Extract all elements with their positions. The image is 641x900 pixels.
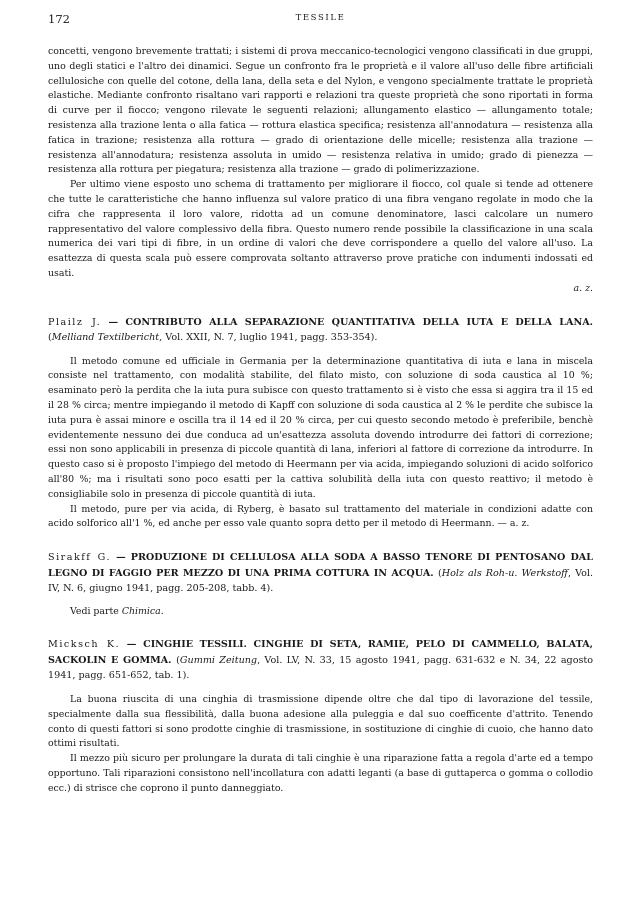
entry-details: , Vol. XXII, N. 7, luglio 1941, pagg. 353-354). — [159, 332, 378, 344]
entry-paragraph: La buona riuscita di una cinghia di trasmissione dipende oltre che dal tipo di lavorazione del tessile, specialmente dalla sua flessibilità, dalla buona adesione alla puleggia e dal suo coefficente d'attrito. Tenendo conto di questi fattori si sono prodotte cinghie di trasmissione, in sostituzione di cinghie di cuoio, che hanno dato ottimi risultati. — [48, 693, 593, 750]
entry-abstract — [48, 355, 593, 533]
entry-journal: Gummi Zeitung — [179, 654, 258, 666]
entry-citation: (Holz als Roh-u. Werkstoff, Vol. IV, N. 6, giugno 1941, pagg. 205-208, tabb. 4). — [48, 567, 594, 595]
entry-paragraph: Il metodo, pure per via acida, di Ryberg, è basato sul trattamento del materiale in condizioni adatte con acido solforico all'1 %, ed anche per esso vale quanto sopra detto per il metodo di Heermann. — a. z. — [48, 503, 593, 530]
entry-journal: Melliand Textilbericht — [51, 332, 160, 344]
bibliography-entry — [48, 315, 593, 533]
page-number: 172 — [48, 12, 70, 26]
running-head: TESSILE — [295, 13, 346, 23]
page-header — [48, 12, 593, 28]
entry-title: CONTRIBUTO ALLA SEPARAZIONE QUANTITATIVA DELLA IUTA E DELLA LANA. — [125, 316, 593, 328]
entry-title: CINGHIE TESSILI. CINGHIE DI SETA, RAMIE, PELO DI CAMMELLO, BALATA, SACKOLIN E GOMMA. — [48, 639, 593, 666]
entry-paragraph: Il mezzo più sicuro per prolungare la durata di tali cinghie è una riparazione fatta a regola d'arte ed a tempo opportuno. Tali riparazioni consistono nell'incollatura con adatti leganti (a base di guttaperca o gomma o collodio ecc.) di strisce che coprono il punto danneggiato. — [48, 753, 593, 794]
entry-dash: — — [101, 316, 126, 328]
entry-dash: — — [120, 639, 144, 651]
entry-author: Plailz J. — [48, 316, 102, 328]
entry-heading — [48, 550, 593, 597]
entry-dash: — — [111, 552, 131, 564]
abstract-paragraph: concetti, vengono brevemente trattati; i sistemi di prova meccanico-tecnologici vengono classificati in due gruppi, uno degli statici e l'altro dei dinamici. Segue un confronto fra le proprietà e il valore all'uso delle fibre artificiali cellulosiche con quelle del cotone, della lana, della seta e del Nylon, e vengono specialmente trattate le proprietà elastiche. Mediante confronto risaltano vari rapporti e relazioni tra queste proprietà che sono riportati in forma di curve per il fiocco; vengono rilevate le seguenti relazioni; allungamento elastico — allungamento totale; resistenza alla trazione lenta o alla fatica — rottura elastica specifica; resistenza all'annodatura — resistenza alla fatica in trazione; resistenza alla rottura — grado di orientazione delle micelle; resistenza alla trazione — resistenza all'annodatura; resistenza assoluta in umido — resistenza relativa in umido; grado di pienezza — resistenza alla rottura per piegatura; resistenza alla trazione — grado di polimerizzazione. — [48, 46, 593, 176]
entry-heading — [48, 315, 593, 346]
entry-citation: (Gummi Zeitung, Vol. LV, N. 33, 15 agosto 1941, pagg. 631-632 e N. 34, 22 agosto 1941, pagg. 651-652, tab. 1). — [48, 654, 594, 682]
entry-heading — [48, 637, 593, 684]
entry-details: , Vol. IV, N. 6, giugno 1941, pagg. 205-208, tabb. 4). — [48, 567, 594, 595]
entry-details: , Vol. LV, N. 33, 15 agosto 1941, pagg. 631-632 e N. 34, 22 agosto 1941, pagg. 651-652, tab. 1). — [48, 654, 594, 682]
page-content — [48, 45, 593, 796]
entry-journal: Holz als Roh-u. Werkstoff — [441, 567, 568, 579]
entry-title: PRODUZIONE DI CELLULOSA ALLA SODA A BASSO TENORE DI PENTOSANO DAL LEGNO DI FAGGIO PER MEZZO DI UNA PRIMA COTTURA IN ACQUA. — [48, 552, 593, 579]
see-also-prefix: Vedi parte — [70, 605, 122, 617]
continued-abstract — [48, 45, 593, 297]
see-also-note — [48, 605, 593, 620]
bibliography-entry — [48, 637, 593, 796]
see-also-target: Chimica. — [121, 605, 164, 617]
abstract-signature: a. z. — [573, 282, 593, 294]
entry-author: Sirakff G. — [48, 552, 112, 564]
bibliography-entry — [48, 550, 593, 619]
entry-author: Micksch K. — [48, 639, 121, 651]
entry-citation: (Melliand Textilbericht, Vol. XXII, N. 7, luglio 1941, pagg. 353-354). — [48, 332, 378, 344]
abstract-paragraph: Per ultimo viene esposto uno schema di trattamento per migliorare il fiocco, col quale si tende ad ottenere che tutte le caratteristiche che hanno influenza sul valore pratico di una fibra vengano regolate in modo che la cifra che rappresenta il loro valore, ridotta ad un comune denominatore, lasci calcolare un numero rappresentativo del valore complessivo della fibra. Questo numero rende possibile la classificazione in una scala numerica dei vari tipi di fibre, in un ordine di valori che deve corrispondere a quello del valore all'uso. La esattezza di questa scala può essere comprovata soltanto attraverso prove pratiche con indumenti indossati ed usati. — [48, 179, 593, 279]
entry-paragraph: Il metodo comune ed ufficiale in Germania per la determinazione quantitativa di iuta e lana in miscela consiste nel trattamento, con modalità stabilite, del filato misto, con soluzione di soda caustica al 10 %; esaminato però la perdita che la iuta pura subisce con questo trattamento si è visto che essa si aggira tra il 15 ed il 28 % circa; mentre impiegando il metodo di Kapff con soluzione di soda caustica al 2 % le perdite che subisce la iuta pura è assai minore e oscilla tra il 14 ed il 20 % circa, per cui questo secondo metodo è preferibile, benchè evidentemente nessuno dei due conduca ad un'esattezza assoluta dovendo introdurre dei fattori di correzione; essi non sono applicabili in presenza di piccole quantità di lana, inferiori al fattore di correzione da introdurre. In questo caso si è proposto l'impiego del metodo di Heermann per via acida, impiegando soluzioni di acido solforico all'80 %; ma i risultati sono poco esatti per la cattiva solubilità della iuta con questo reattivo; il metodo è consigliabile solo in presenza di piccole quantità di iuta. — [48, 355, 593, 500]
entry-abstract — [48, 693, 593, 797]
